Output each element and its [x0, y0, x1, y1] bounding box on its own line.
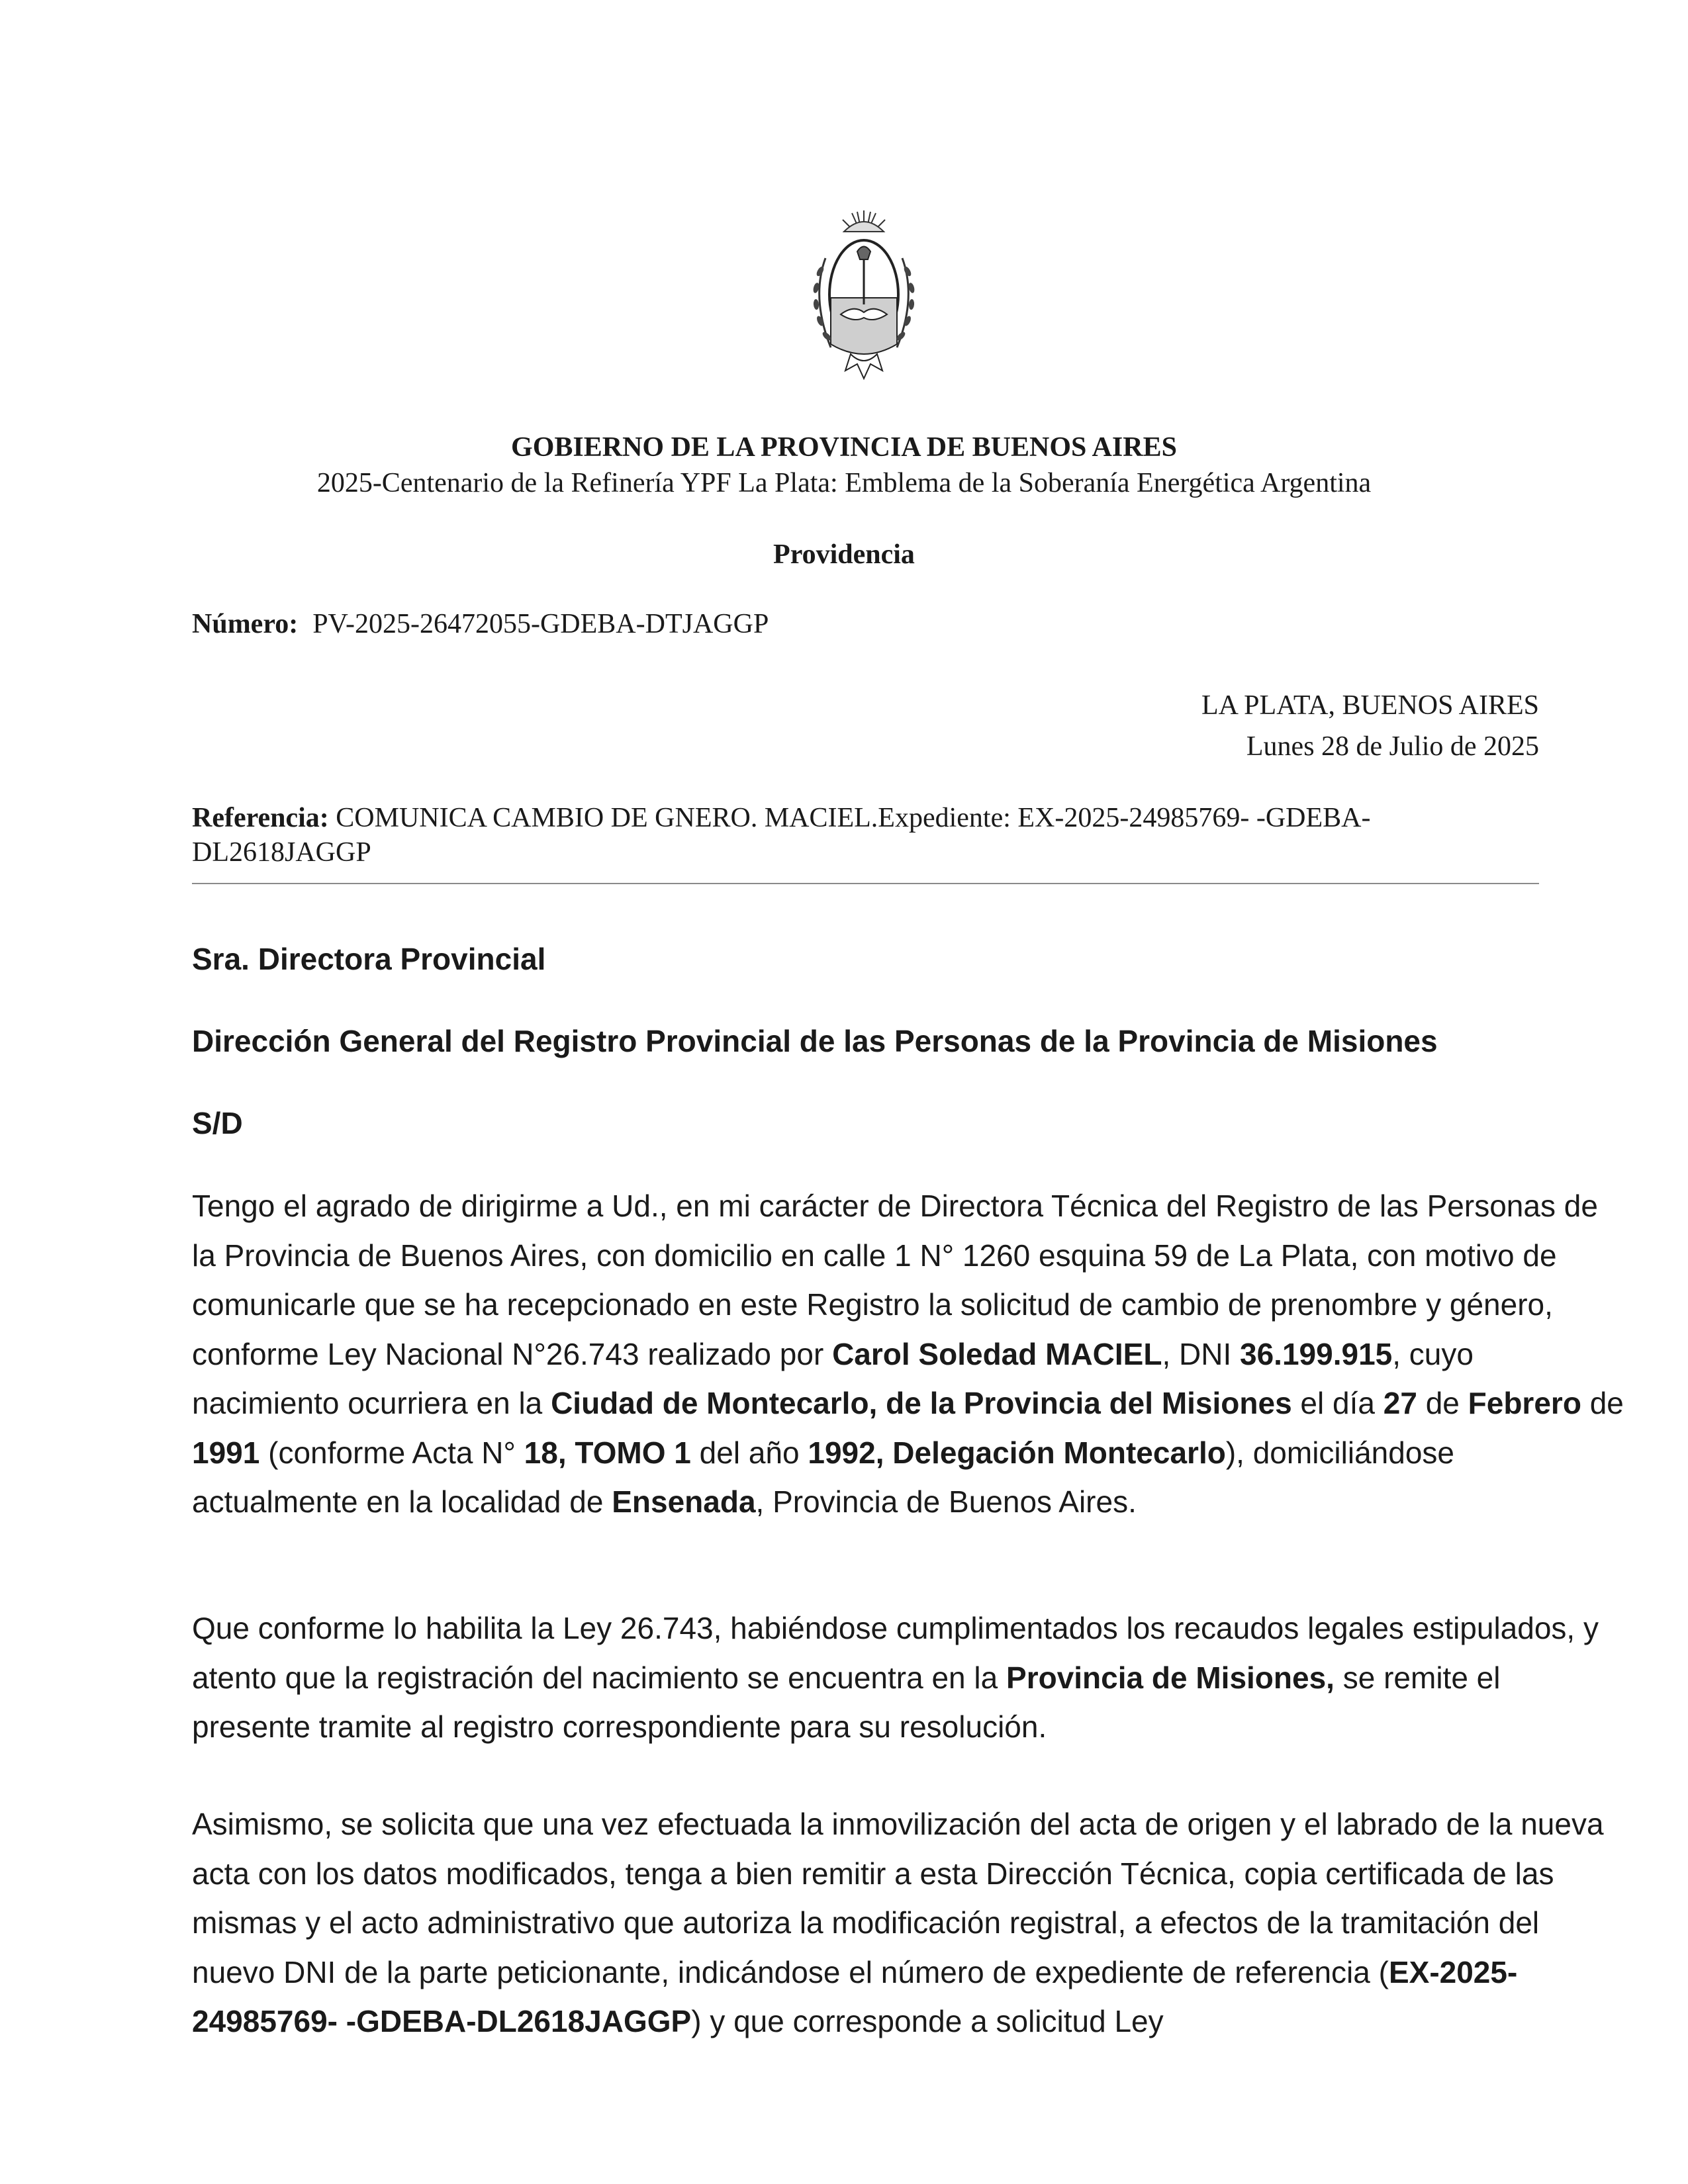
text-span: se remite el presente tramite al registro correspondiente para su resolución.: [192, 1660, 1501, 1744]
text-span: Tengo el agrado de dirigirme a Ud., en mi carácter de Directora Técnica del Registro de las Personas de la Provincia de Buenos Aires, con domicilio en calle 1 N° 1260 esquina 59 de La Plata, con motivo de comunicarle que se ha recepcionado en este Registro la solicitud de cambio de prenombre y género, conforme Ley Nacional N°26.743 realizado por: [192, 1189, 1598, 1371]
government-title: GOBIERNO DE LA PROVINCIA DE BUENOS AIRES: [511, 432, 1177, 463]
text-span: del año: [690, 1435, 808, 1470]
applicant-dni: 36.199.915: [1240, 1336, 1393, 1371]
text-span: , Provincia de Buenos Aires.: [755, 1484, 1137, 1519]
text-span: ) y que corresponde a solicitud Ley: [691, 2004, 1164, 2038]
document-type: Providencia: [773, 539, 915, 570]
acta-number: 18, TOMO 1: [524, 1435, 691, 1470]
applicant-name: Carol Soledad MACIEL: [832, 1336, 1162, 1371]
document-number-value: PV-2025-26472055-GDEBA-DTJAGGP: [312, 609, 769, 639]
birth-month: Febrero: [1468, 1386, 1581, 1420]
text-span: , cuyo nacimiento ocurriera en la: [192, 1336, 1474, 1420]
document-number: [192, 607, 769, 641]
document-number-label: Número:: [192, 609, 299, 639]
text-span: , DNI: [1162, 1336, 1241, 1371]
text-span: (conforme Acta N°: [259, 1435, 524, 1470]
text-span: de: [1417, 1386, 1468, 1420]
expediente-number: EX-2025-24985769- -GDEBA-DL2618JAGGP: [192, 1954, 1518, 2038]
date: Lunes 28 de Julio de 2025: [1246, 731, 1539, 762]
place-and-date: [1201, 685, 1539, 767]
reference-value: COMUNICA CAMBIO DE GNERO. MACIEL.Expediente: EX-2025-24985769- -GDEBA-DL2618JAGGP: [192, 803, 1371, 868]
reference: [192, 801, 1542, 870]
text-span: Asimismo, se solicita que una vez efectuada la inmovilización del acta de origen y el labrado de la nueva acta con los datos modificados, tenga a bien remitir a esta Dirección Técnica, copia certificada de las mismas y el acto administrativo que autoriza la modificación registral, a efectos de la tramitación del nuevo DNI de la parte peticionante, indicándose el número de expediente de referencia (: [192, 1807, 1604, 1989]
coat-of-arms-icon: [804, 205, 923, 384]
header-divider: [192, 883, 1539, 884]
current-locality: Ensenada: [612, 1484, 756, 1519]
text-span: el día: [1291, 1386, 1383, 1420]
birth-place: Ciudad de Montecarlo, de la Provincia del Misiones: [551, 1386, 1292, 1420]
birth-day: 27: [1383, 1386, 1417, 1420]
text-span: de: [1581, 1386, 1624, 1420]
addressee-office: Dirección General del Registro Provincial de las Personas de la Provincia de Misiones: [192, 1024, 1438, 1058]
birth-year: 1991: [192, 1435, 260, 1470]
acta-year-delegation: 1992, Delegación Montecarlo: [808, 1435, 1226, 1470]
text-span: Que conforme lo habilita la Ley 26.743, habiéndose cumplimentados los recaudos legales estipulados, y atento que la registración del nacimiento se encuentra en la: [192, 1611, 1599, 1695]
reference-label: Referencia:: [192, 803, 329, 833]
addressee-sd: S/D: [192, 1106, 243, 1140]
body-paragraph-1: [192, 1181, 1625, 1527]
place: LA PLATA, BUENOS AIRES: [1201, 690, 1539, 721]
addressee-title: Sra. Directora Provincial: [192, 942, 546, 976]
government-motto: 2025-Centenario de la Refinería YPF La Plata: Emblema de la Soberanía Energética Argentina: [316, 468, 1372, 498]
body-paragraph-2: [192, 1604, 1625, 1752]
province-name: Provincia de Misiones,: [1006, 1660, 1335, 1695]
text-span: ), domiciliándose actualmente en la localidad de: [192, 1435, 1455, 1519]
body-paragraph-3: [192, 1799, 1625, 2046]
